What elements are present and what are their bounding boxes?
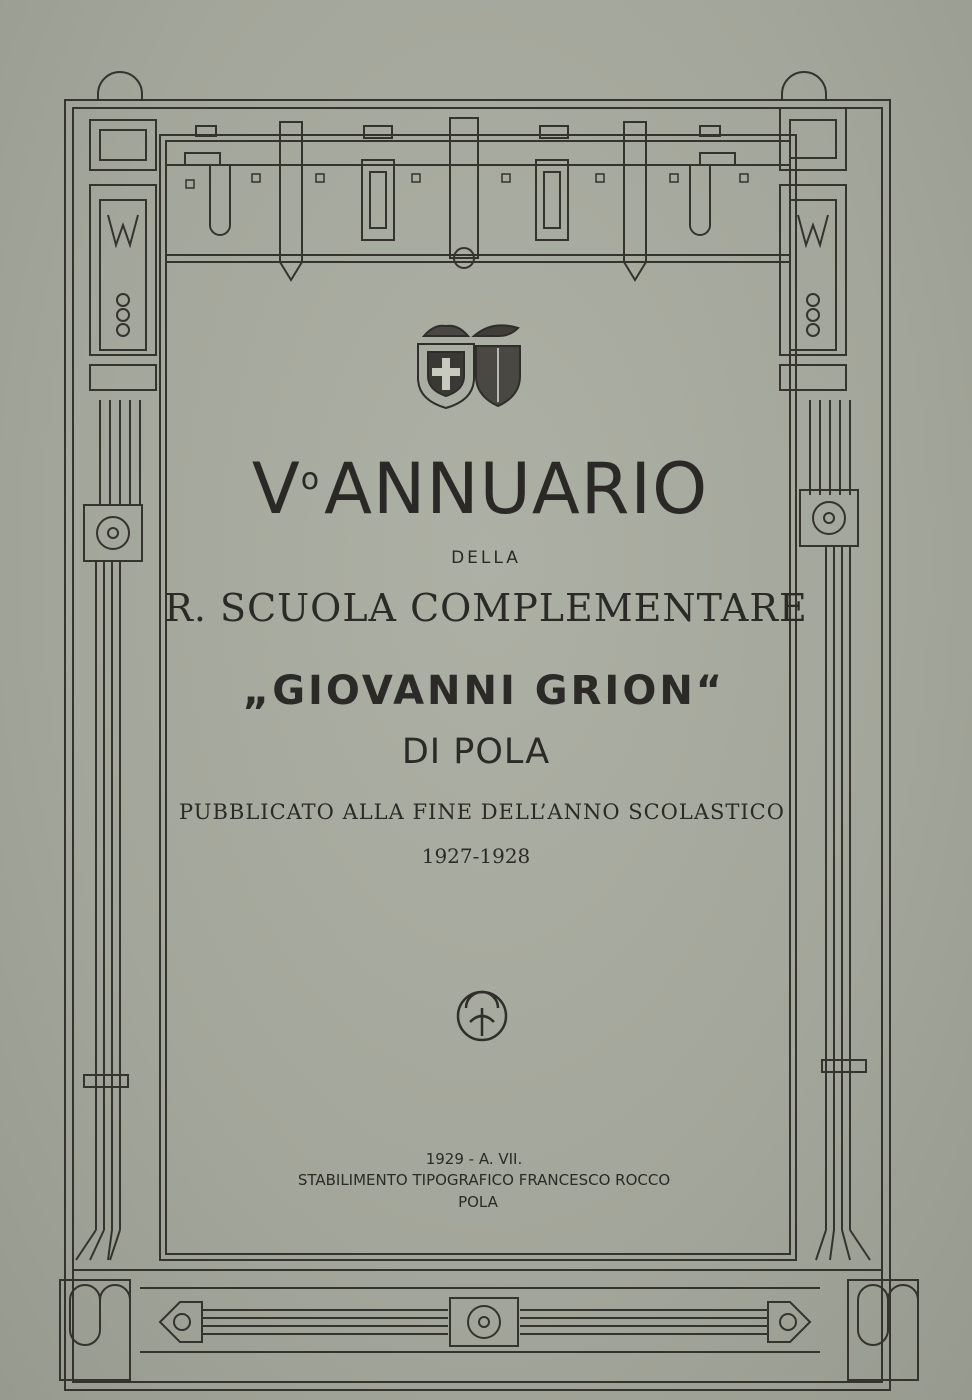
title-ordinal: V xyxy=(251,448,301,530)
school-years: 1927-1928 xyxy=(421,844,531,868)
coat-of-arms-icon xyxy=(404,316,534,416)
school-line: R. SCUOLA COMPLEMENTARE xyxy=(164,586,808,630)
printer-mark-icon xyxy=(452,986,512,1046)
city-line: DI POLA xyxy=(401,732,551,772)
cover-title xyxy=(0,448,966,530)
title-ordinal-suffix: o xyxy=(300,462,321,497)
title-word: ANNUARIO xyxy=(324,448,709,530)
published-line: PUBBLICATO ALLA FINE DELL’ANNO SCOLASTICO xyxy=(179,800,785,824)
imprint-printer: STABILIMENTO TIPOGRAFICO FRANCESCO ROCCO xyxy=(297,1171,671,1189)
della-line: DELLA xyxy=(451,548,521,568)
school-name: „GIOVANNI GRION“ xyxy=(242,668,726,714)
imprint-date: 1929 - A. VII. xyxy=(425,1150,523,1168)
imprint-place: POLA xyxy=(458,1193,498,1211)
